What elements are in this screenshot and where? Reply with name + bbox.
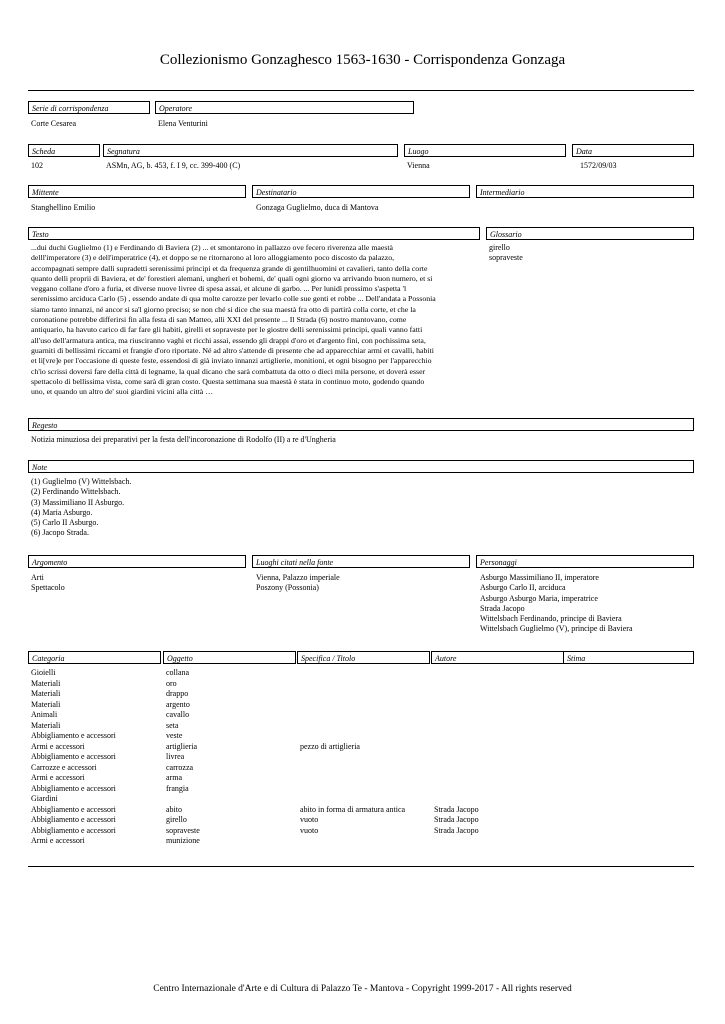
- table-cell: girello: [166, 815, 187, 824]
- table-cell: Armi e accessori: [31, 773, 85, 782]
- testo-line: coronatione potrebbe differirsi fin alla festa di san Matteo, alli XXI del presente ... Il Strada (6) nostro mantovano, come: [31, 315, 407, 325]
- table-row: [0, 679, 725, 690]
- table-cell: Giardini: [31, 794, 58, 803]
- personaggi-item: Asburgo Massimiliano II, imperatore: [480, 573, 599, 582]
- table-cell: vuoto: [300, 825, 319, 835]
- table-cell: veste: [166, 731, 183, 740]
- footer-copyright: Centro Internazionale d'Arte e di Cultura di Palazzo Te - Mantova - Copyright 1999-2017 - All rights reserved: [153, 984, 572, 994]
- table-cell: Armi e accessori: [31, 741, 85, 751]
- table-cell: carrozza: [166, 762, 194, 772]
- table-cell: abito in forma di armatura antica: [300, 804, 406, 814]
- table-cell: seta: [166, 720, 179, 730]
- testo-line: guarniti di bellissimi riccami et frangie d'oro riportate. Né ad altro s'attende di presente che ad apparecchiar armi et cavalli, habiti: [31, 345, 434, 355]
- table-row: [0, 752, 725, 763]
- table-cell: Animali: [31, 710, 58, 719]
- regesto-value: Notizia minuziosa dei preparativi per la festa dell'incoronazione di Rodolfo (II) a re d'Ungheria: [31, 435, 336, 444]
- glossario-list: [489, 243, 523, 264]
- argomento-item: Spettacolo: [31, 583, 65, 593]
- testo-line: all'uso dell'armatura antica, ma riusciranno vaghi et ricchi assai, essendo gli drappi d'oro et d'argento fini, con pochissima seta,: [31, 335, 426, 345]
- table-row: [0, 784, 725, 795]
- table-cell: collana: [166, 668, 190, 677]
- operatore-value: Elena Venturini: [158, 119, 208, 128]
- glossario-item: girello: [489, 243, 510, 252]
- segnatura-value: ASMn, AG, b. 453, f. I 9, cc. 399-400 (C): [106, 161, 241, 170]
- mittente-value: Stanghellino Emilio: [31, 203, 96, 212]
- table-cell: vuoto: [300, 815, 319, 824]
- table-cell: pezzo di artiglieria: [300, 741, 360, 751]
- serie-label: Serie di corrispondenza: [28, 101, 150, 114]
- table-row: [0, 700, 725, 711]
- table-cell: Abbigliamento e accessori: [31, 731, 116, 740]
- luoghi-item: Poszony (Possonia): [256, 583, 319, 593]
- operatore-label: Operatore: [155, 101, 414, 114]
- table-row: [0, 668, 725, 679]
- table-cell: frangia: [166, 783, 189, 793]
- table-cell: Gioielli: [31, 668, 56, 677]
- regesto-label: Regesto: [28, 418, 694, 431]
- note-list: [31, 477, 131, 539]
- luoghi-label: Luoghi citati nella fonte: [252, 555, 470, 568]
- data-value: 1572/09/03: [580, 161, 617, 170]
- table-row: [0, 773, 725, 784]
- testo-line: ...dui duchi Guglielmo (1) e Ferdinando di Baviera (2) ... et smontarono in pallazzo ove fecero riverenza alle maestà: [31, 243, 393, 252]
- personaggi-item: Asburgo Carlo II, arciduca: [480, 583, 566, 593]
- testo-line: quanto delli proprii di Baviera, et de' forestieri alemani, ungheri et bohemi, de' quali ogni giorno va arrivando buon numero, et si: [31, 273, 433, 283]
- testo-line: accompagnati sempre dalli supradetti serenissimi principi et da frequenza grande di gentilhuomini et cavalieri, tanto della corte: [31, 263, 428, 273]
- personaggi-item: Asburgo Asburgo Maria, imperatrice: [480, 593, 598, 603]
- table-cell: Materiali: [31, 689, 61, 698]
- luoghi-item: Vienna, Palazzo imperiale: [256, 573, 340, 582]
- page-title: Collezionismo Gonzaghesco 1563-1630 - Corrispondenza Gonzaga: [159, 52, 566, 68]
- testo-line: spettacolo di bellissima vista, come sarà di gran costo. Questa settimana sua maestà è stata in continuo moto, godendo quando: [31, 376, 425, 386]
- table-row: [0, 826, 725, 837]
- testo-line: veggano collane d'oro a furia, et diverse nuove livree di spesa assai, et alcune di garbo. ... Per lunidì prossimo s'aspetta 'l: [31, 284, 407, 294]
- note-item: (5) Carlo II Asburgo.: [31, 518, 99, 528]
- glossario-item: sopraveste: [489, 253, 523, 263]
- luoghi-list: [256, 573, 340, 594]
- personaggi-item: Wittelsbach Guglielmo (V), principe di Baviera: [480, 624, 633, 634]
- table-row: [0, 836, 725, 847]
- destinatario-label: Destinatario: [252, 185, 470, 198]
- note-item: (3) Massimiliano II Asburgo.: [31, 497, 125, 507]
- col-header-stima: Stima: [563, 651, 694, 664]
- intermediario-label: Intermediario: [476, 185, 694, 198]
- testo-line: serenissimo arciduca Carlo (5) , essendo andate di qua molte carozze per levarlo colle sue genti et robbe ... Dell'andata a Possonia: [31, 294, 436, 304]
- testo-line: delll'imperatore (3) e dell'imperatrice (4), et doppo se ne ritornarono al loro alloggiamento poco discosto da palazzo,: [31, 253, 395, 263]
- table-cell: Abbigliamento e accessori: [31, 752, 116, 761]
- table-row: [0, 794, 725, 805]
- table-cell: abito: [166, 804, 182, 814]
- testo-line: ch'io scrissi doversi fare della città di legname, la qual dicano che sarà combattuta da otto o dieci mila persone, et doverà esser: [31, 366, 426, 376]
- testo-line: siamo tanto innanzi, né ancor si sa'l giorno preciso; se non ché si dice che sua maestà fra otto di partirà colla corte, et che la: [31, 304, 416, 314]
- data-label: Data: [572, 144, 694, 157]
- table-cell: sopraveste: [166, 825, 200, 835]
- personaggi-item: Strada Jacopo: [480, 603, 525, 613]
- segnatura-label: Segnatura: [103, 144, 398, 157]
- scheda-label: Scheda: [28, 144, 100, 157]
- testo-line: uno, et quando un altro de' suoi giardini vicini alla città …: [31, 387, 213, 397]
- argomento-label: Argomento: [28, 555, 246, 568]
- table-cell: Abbigliamento e accessori: [31, 825, 116, 835]
- table-cell: Abbigliamento e accessori: [31, 815, 116, 824]
- testo-body: [31, 243, 481, 397]
- personaggi-list: [480, 573, 633, 635]
- argomento-item: Arti: [31, 573, 44, 582]
- note-item: (1) Guglielmo (V) Wittelsbach.: [31, 477, 132, 486]
- table-row: [0, 689, 725, 700]
- glossario-label: Glossario: [486, 227, 694, 240]
- luogo-value: Vienna: [407, 161, 430, 170]
- col-header-autore: Autore: [431, 651, 564, 664]
- testo-line: antiquario, ha havuto carico di far fare gli habiti, girelli et sopraveste per le giostre delli serenissimi principi, quali vanno fatti: [31, 325, 423, 335]
- table-cell: drappo: [166, 689, 189, 698]
- scheda-value: 102: [31, 161, 43, 170]
- table-row: [0, 710, 725, 721]
- col-header-oggetto: Oggetto: [163, 651, 296, 664]
- mittente-label: Mittente: [28, 185, 246, 198]
- table-cell: oro: [166, 678, 177, 688]
- note-item: (4) Maria Asburgo.: [31, 507, 93, 517]
- note-item: (6) Jacopo Strada.: [31, 528, 89, 538]
- table-cell: Strada Jacopo: [434, 804, 479, 814]
- personaggi-label: Personaggi: [476, 555, 694, 568]
- table-cell: Materiali: [31, 699, 61, 709]
- testo-label: Testo: [28, 227, 480, 240]
- table-cell: Abbigliamento e accessori: [31, 783, 116, 793]
- luogo-label: Luogo: [404, 144, 566, 157]
- table-row: [0, 742, 725, 753]
- table-cell: cavallo: [166, 710, 190, 719]
- note-label: Note: [28, 460, 694, 473]
- table-cell: Abbigliamento e accessori: [31, 804, 116, 814]
- col-header-specifica: Specifica / Titolo: [297, 651, 430, 664]
- table-cell: Armi e accessori: [31, 836, 85, 845]
- table-cell: artiglieria: [166, 741, 198, 751]
- personaggi-item: Wittelsbach Ferdinando, principe di Baviera: [480, 614, 622, 624]
- destinatario-value: Gonzaga Guglielmo, duca di Mantova: [256, 203, 379, 212]
- table-cell: munizione: [166, 836, 200, 845]
- table-row: [0, 763, 725, 774]
- bottom-divider: [28, 866, 694, 867]
- serie-value: Corte Cesarea: [31, 119, 77, 128]
- table-row: [0, 731, 725, 742]
- table-cell: Materiali: [31, 678, 61, 688]
- top-divider: [28, 90, 694, 91]
- table-cell: Carrozze e accessori: [31, 762, 97, 772]
- testo-line: et li[vre]e per l'occasione di queste feste, essendosi di già inviato innanzi artiglierie, monitioni, et ogni bisogno per l'apparecchio: [31, 356, 432, 366]
- table-row: [0, 805, 725, 816]
- table-row: [0, 815, 725, 826]
- note-item: (2) Ferdinando Wittelsbach.: [31, 487, 121, 497]
- table-cell: argento: [166, 699, 190, 709]
- argomento-list: [31, 573, 65, 594]
- table-cell: Materiali: [31, 720, 61, 730]
- table-cell: arma: [166, 773, 182, 782]
- table-cell: livrea: [166, 752, 185, 761]
- table-cell: Strada Jacopo: [434, 825, 479, 835]
- table-row: [0, 721, 725, 732]
- col-header-categoria: Categoria: [28, 651, 161, 664]
- table-cell: Strada Jacopo: [434, 815, 479, 824]
